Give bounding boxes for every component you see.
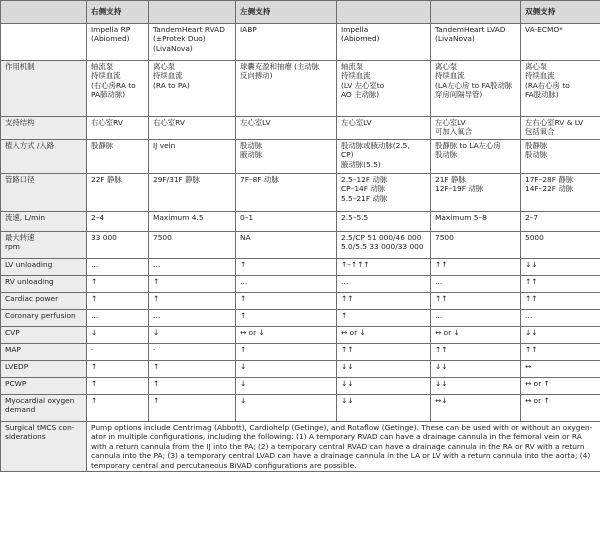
table-cell: 2.5–5.5 xyxy=(337,212,431,232)
table-cell: ↑ xyxy=(236,293,337,310)
table-cell: 5000 xyxy=(521,232,600,259)
table-cell: 2.5/CP 51 000/46 000 5.0/5.5 33 000/33 000 xyxy=(337,232,431,259)
device-header-cell: TandemHeart LVAD (LivaNova) xyxy=(431,24,521,61)
table-row xyxy=(1,174,600,212)
table-cell: ↓↓ xyxy=(521,259,600,276)
table-row xyxy=(1,232,600,259)
table-cell: ↓ xyxy=(236,361,337,378)
table-cell: 左心室LV xyxy=(337,117,431,140)
table-cell: … xyxy=(431,276,521,293)
table-cell: 股动脉或腋动脉(2.5, CP) 腋动脉(5.5) xyxy=(337,140,431,174)
table-cell: ↑ xyxy=(149,378,236,395)
row-label-cell: MAP xyxy=(1,344,87,361)
table-cell: ↓↓ xyxy=(521,327,600,344)
row-label-cell: Cardiac power xyxy=(1,293,87,310)
table-cell: 7F–8F 动脉 xyxy=(236,174,337,212)
table-cell: ↓ xyxy=(236,395,337,422)
group-header-cell xyxy=(149,1,236,24)
table-cell: Maximum 5–8 xyxy=(431,212,521,232)
table-cell: ↓↓ xyxy=(431,378,521,395)
table-cell: ↔ or ↑ xyxy=(521,378,600,395)
table-row xyxy=(1,327,600,344)
row-label-cell: 植入方式 /入路 xyxy=(1,140,87,174)
device-header-cell: Impella RP (Abiomed) xyxy=(87,24,149,61)
table-cell: ↑ xyxy=(87,378,149,395)
table-cell: ↓↓ xyxy=(337,378,431,395)
table-cell: 7500 xyxy=(149,232,236,259)
table-cell: … xyxy=(87,259,149,276)
table-cell: … xyxy=(431,310,521,327)
table-cell: ↓↓ xyxy=(431,361,521,378)
table-cell: 33 000 xyxy=(87,232,149,259)
group-header-cell xyxy=(431,1,521,24)
table-row xyxy=(1,140,600,174)
table-cell: 轴流泵 持续血流 (LV 左心室to AO 主动脉) xyxy=(337,61,431,117)
table-cell: ↑↑ xyxy=(337,293,431,310)
table-cell: 股静脉 股动脉 xyxy=(521,140,600,174)
row-label-cell: Myocardial oxygen demand xyxy=(1,395,87,422)
table-cell: ↑↑ xyxy=(431,344,521,361)
table-cell: 17F–28F 静脉 14F–22F 动脉 xyxy=(521,174,600,212)
table-cell: · xyxy=(149,344,236,361)
table-row xyxy=(1,395,600,422)
notes-label-cell: Surgical tMCS con- siderations xyxy=(1,422,87,472)
table-row xyxy=(1,61,600,117)
table-cell: 轴流泵 持续血流 (右心房RA to PA肺动脉) xyxy=(87,61,149,117)
table-cell: ↓↓ xyxy=(337,361,431,378)
table-row xyxy=(1,117,600,140)
table-cell: … xyxy=(149,259,236,276)
table-cell: 7500 xyxy=(431,232,521,259)
table-row xyxy=(1,212,600,232)
table-cell: ↑ xyxy=(236,344,337,361)
row-label-cell: 流速, L/min xyxy=(1,212,87,232)
table-cell: ↑ xyxy=(149,276,236,293)
row-label-cell: 管路口径 xyxy=(1,174,87,212)
table-cell: 2–4 xyxy=(87,212,149,232)
table-row xyxy=(1,276,600,293)
row-label-cell: CVP xyxy=(1,327,87,344)
table-cell: ↑ xyxy=(87,276,149,293)
row-label-cell: LVEDP xyxy=(1,361,87,378)
table-cell: 右心室RV xyxy=(87,117,149,140)
notes-text-cell: Pump options include Centrimag (Abbott), Cardiohelp (Getinge), and Rotaflow (Getinge). These can be used with or without an oxygen-ator in multiple configurations, including the following: (1) A temporary RVAD can have a drainage cannula in the femoral vein or RA with a return cannula from the IJ into the PA; (2) a temporary central RVAD can have a drainage cannula in the RA or RV with a return cannula into the PA; (3) a temporary central LVAD can have a drainage cannula in the LA or LV with a return cannula into the aorta; (4) temporary central and percutaneous BiVAD configurations are possible. xyxy=(87,422,600,472)
row-label-cell: PCWP xyxy=(1,378,87,395)
table-cell: ↔ or ↑ xyxy=(521,395,600,422)
group-header-cell xyxy=(337,1,431,24)
device-header-cell: VA-ECMO* xyxy=(521,24,600,61)
table-cell: ↑↑ xyxy=(521,293,600,310)
table-cell: 股动脉 腋动脉 xyxy=(236,140,337,174)
table-cell: ↑ xyxy=(87,395,149,422)
table-cell: 2.5–12F 动脉 CP–14F 动脉 5.5–21F 动脉 xyxy=(337,174,431,212)
corner-cell xyxy=(1,24,87,61)
table-cell: ↑↑ xyxy=(431,259,521,276)
table-cell: ↔ or ↓ xyxy=(431,327,521,344)
table-row xyxy=(1,378,600,395)
table-row xyxy=(1,344,600,361)
table-cell: 离心泵 持续血流 (RA to PA) xyxy=(149,61,236,117)
table-cell: ↑↑ xyxy=(431,293,521,310)
table-cell: ↔ or ↓ xyxy=(236,327,337,344)
table-cell: … xyxy=(87,310,149,327)
table-cell: 离心泵 持续血流 (RA右心房 to FA股动脉) xyxy=(521,61,600,117)
row-label-cell: RV unloading xyxy=(1,276,87,293)
notes-row xyxy=(1,422,600,472)
table-row xyxy=(1,259,600,276)
table-cell: ↑ xyxy=(149,361,236,378)
table-cell: · xyxy=(87,344,149,361)
row-label-cell: 最大转速 rpm xyxy=(1,232,87,259)
table-cell: 左心室LV 可加入氧合 xyxy=(431,117,521,140)
group-header-cell: 双侧支持 xyxy=(521,1,600,24)
table-cell: … xyxy=(521,310,600,327)
table-cell: 右心室RV xyxy=(149,117,236,140)
table-row xyxy=(1,293,600,310)
row-label-cell: 作用机制 xyxy=(1,61,87,117)
table-cell: ↓↓ xyxy=(337,395,431,422)
group-header-cell: 右侧支持 xyxy=(87,1,149,24)
table-cell: ↑ xyxy=(149,395,236,422)
table-cell: ↑ xyxy=(87,361,149,378)
table-cell: ↑ xyxy=(337,310,431,327)
table-cell: ↔↓ xyxy=(431,395,521,422)
device-header-row xyxy=(1,24,600,61)
table-cell: IJ vein xyxy=(149,140,236,174)
table-cell: … xyxy=(149,310,236,327)
table-cell: 左右心室RV & LV 包括氧合 xyxy=(521,117,600,140)
group-header-cell: 左侧支持 xyxy=(236,1,337,24)
table-cell: 股静脉 to LA左心房 股动脉 xyxy=(431,140,521,174)
table-cell: ↑ xyxy=(87,293,149,310)
device-header-cell: IABP xyxy=(236,24,337,61)
table-cell: ↑↑ xyxy=(337,344,431,361)
table-cell: 离心泵 持续血流 (LA左心房 to FA股动脉 穿房间隔导管) xyxy=(431,61,521,117)
table-cell: 2–7 xyxy=(521,212,600,232)
row-label-cell: Coronary perfusion xyxy=(1,310,87,327)
table-cell: ↓ xyxy=(149,327,236,344)
table-cell: ↑↑ xyxy=(521,276,600,293)
table-cell: 29F/31F 静脉 xyxy=(149,174,236,212)
table-cell: 股静脉 xyxy=(87,140,149,174)
table-cell: ↑ xyxy=(236,259,337,276)
table-cell: 球囊充盈和抽瘪 (主动脉 反向搏动) xyxy=(236,61,337,117)
table-cell: … xyxy=(337,276,431,293)
table-cell: ↑ xyxy=(149,293,236,310)
table-cell: 22F 静脉 xyxy=(87,174,149,212)
table-cell: NA xyxy=(236,232,337,259)
group-header-cell xyxy=(1,1,87,24)
table-row xyxy=(1,361,600,378)
table-cell: ↔ xyxy=(521,361,600,378)
table-cell: ↑–↑↑↑ xyxy=(337,259,431,276)
table-cell: … xyxy=(236,276,337,293)
table-cell: ↑ xyxy=(236,310,337,327)
table-cell: ↔ or ↓ xyxy=(337,327,431,344)
device-header-cell: Impella (Abiomed) xyxy=(337,24,431,61)
row-label-cell: 支持结构 xyxy=(1,117,87,140)
table-cell: ↑↑ xyxy=(521,344,600,361)
table-cell: 21F 静脉 12F–19F 动脉 xyxy=(431,174,521,212)
group-header-row xyxy=(1,1,600,24)
device-header-cell: TandemHeart RVAD (±Protek Duo) (LivaNova) xyxy=(149,24,236,61)
table-row xyxy=(1,310,600,327)
table-cell: ↓ xyxy=(87,327,149,344)
table-cell: Maximum 4.5 xyxy=(149,212,236,232)
table-cell: 左心室LV xyxy=(236,117,337,140)
table-cell: 0–1 xyxy=(236,212,337,232)
table-cell: ↓ xyxy=(236,378,337,395)
row-label-cell: LV unloading xyxy=(1,259,87,276)
